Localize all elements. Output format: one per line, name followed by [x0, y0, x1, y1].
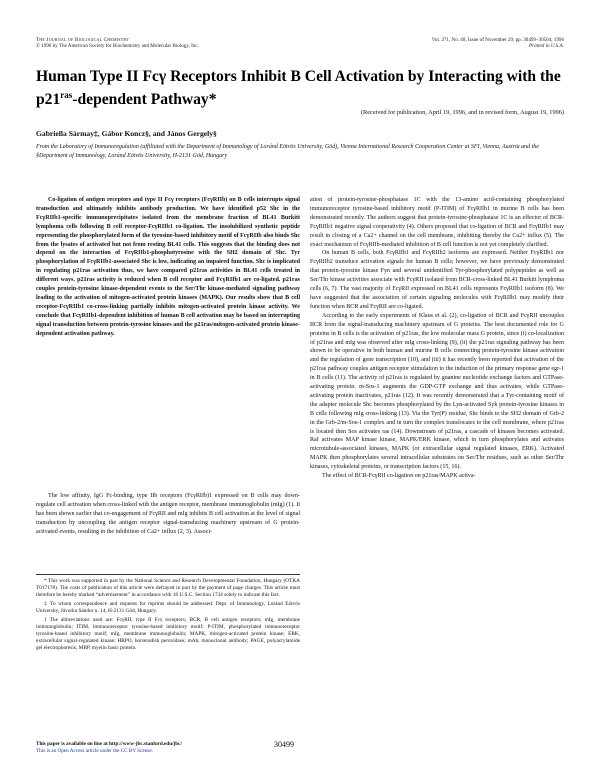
footer-license-note[interactable]: This is an Open Access article under the CC BY license. — [36, 748, 153, 754]
footnotes — [36, 578, 300, 654]
footnote-dagger: ‡ To whom correspondence and requests for reprints should be addressed: Dept. of Immunology, Loránd Eötvös University, Jávorka Sándor u. 14, H-2131 Göd, Hungary. — [36, 601, 300, 614]
page-number: 30499 — [274, 740, 294, 749]
volume-line: Vol. 271, No. 48, Issue of November 29, pp. 30499–30504, 1996 — [431, 37, 564, 43]
journal-name: The Journal of Biological Chemistry — [36, 37, 130, 43]
footnote-star: * This work was supported in part by the National Science and Research Developmental Foundation, Hungary (OTKA T017178). The costs of publication of this article were defrayed in part by the payment of page charges. This article must therefore be hereby marked “advertisement” in accordance with 18 U.S.C. Section 1734 solely to indicate this fact. — [36, 578, 300, 598]
right-column — [310, 196, 564, 481]
copyright-line: © 1996 by The American Society for Biochemistry and Molecular Biology, Inc. — [36, 43, 199, 50]
journal-header — [36, 37, 199, 50]
right-paragraph-1: ation of protein-tyrosine-phosphatase 1C with the 13-amino acid-containing phosphorylated immunoreceptor tyrosine-based inhibitory motif (P-ITIM) of FcγRIIb1 in murine B cells has been demonstrated recently. The authors suggest that protein-tyrosine-phosphatase 1C is an effector of BCR-FcγRIIb1 negative signal cooperativity (4). Others proposed that co-ligation of BCR and FcγRIIb1 may result in closing of a Ca2+ channel on the cell membrane, inhibiting thereby the Ca2+ influx (5). The exact mechanism of FcγRIIb-mediated inhibition of B cell function is not yet completely clarified. — [310, 197, 564, 248]
intro-paragraph: The low affinity, IgG Fc-binding, type IIb receptors (FcγRIIb)1 expressed on B cells may down-regulate cell activation when cross-linked with the antigen receptor, membrane immunoglobulin (mIg) (1). It has been shown earlier that co-engagement of FcγRII and mIg inhibits B cell activation at the level of signal transduction by uncoupling the antigen receptor signal-transducing machinery upstream of G protein-activated events, resulting in the inhibition of Ca2+ influx (2, 3). Associ- — [36, 493, 300, 535]
right-paragraph-2: On human B cells, both FcγRIIb1 and FcγRIIb2 isoforms are expressed. Neither FcγRIIb1 nor FcγRIIb2 transduce activation signals for human B cells; however, we have previously demonstrated that protein-tyrosine kinase Fyn and several unidentified Tyr-phosphorylated polypeptides as well as Ser/Thr kinase activities associate with FcγRII isolated from BCR-cross-linked BL41 Burkitt lymphoma cells (6, 7). The vast majority of FcγRII expressed on BL41 cells represents FcγRIIb1 isoform (8). We have suggested that the association of certain signaling molecules with FcγRIIb1 may modify their function when BCR and FcγRII are co-ligated. — [310, 250, 564, 310]
issue-header — [432, 37, 564, 50]
footnote-abbreviations: 1 The abbreviations used are: FcγRII, type II Fcγ receptors; BCR, B cell antigen receptors; mIg, membrane immunoglobulin; ITIM, immunoreceptor tyrosine-based inhibitory motif; P-ITIM, phosphorylated immunoreceptor tyrosine-based inhibitory motif; mIg, membrane immunoglobulin; MAPK, mitogen-activated protein kinase; ERK, extracellular signal-regulated kinase; HRPO, horseradish peroxidase; mAb, monoclonal antibody; PAGE, polyacrylamide gel electrophoresis; MBP, myelin basic protein. — [36, 617, 300, 651]
printed-line: Printed in U.S.A. — [529, 43, 564, 50]
footnote-rule — [36, 574, 300, 575]
abstract: Co-ligation of antigen receptors and type II Fcγ receptors (FcγRIIb) on B cells interrupts signal transduction and ultimately inhibits antibody production. We have identified p52 Shc in the FcγRIIb1-specific immunoprecipitates isolated from the membrane fraction of BL41 Burkitt lymphoma cells following B cell receptor-FcγRIIb1 co-ligation. The insolubilized synthetic peptide representing the phosphorylated form of the tyrosine-based inhibitory motif of FcγRIIb also binds Shc from the lysates of activated but not from resting BL41 cells. This suggests that the binding does not depend on the interaction of FcγRIIb1-phosphotyrosine with the SH2 domain of Shc. Tyr phosphorylation of FcγRIIb1-associated Shc is low, indicating an impaired function. Shc is implicated in regulating p21ras activation thus, we have compared p21ras activities in BL41 cells treated in different ways. p21ras activity is reduced when B cell receptor and FcγRIIb1 are co-ligated. p21ras couples protein-tyrosine kinase-dependent events to the Ser/Thr kinase-mediated signaling pathway leading to the activation of mitogen-activated protein kinases (MAPK). Our results show that B cell receptor-FcγRIIb1 co-cross-linking partially inhibits mitogen-activated protein kinase activity. We conclude that FcγRIIb1-dependent inhibition of human B cell activation may be based on interrupting signal transduction between protein-tyrosine kinases and the p21ras/mitogen-activated protein kinase-dependent activation pathway. — [36, 197, 300, 337]
affiliation: From the Laboratory of Immunoregulation (affiliated with the Department of Immunology of Loránd Eötvös University, Göd), Vienna International Research Cooperation Center at SFI, Vienna, Austria and the §Department of Immunology, Loránd Eötvös University, H-2131 Göd, Hungary — [36, 144, 539, 159]
right-paragraph-4: The effect of BCR-FcγRII co-ligation on p21ras/MAPK activa- — [322, 473, 476, 480]
author-list: Gabriella Sármay‡, Gábor Koncz§, and János Gergely§ — [36, 129, 217, 138]
received-dates: (Received for publication, April 19, 1996, and in revised form, August 19, 1996) — [360, 109, 564, 116]
article-title: Human Type II Fcγ Receptors Inhibit B Cell Activation by Interacting with the $p21^{ras}$-dependent Pathway* — [36, 68, 561, 109]
footer-online-note[interactable]: This paper is available on line at http://www-jbc.stanford.edu/jbc/ — [36, 741, 182, 747]
right-paragraph-3: According to the early experiments of Klaus et al. (2), co-ligation of BCR and FcγRII uncouples BCR from the signal-transducing machinery upstream of G proteins. The best documented role for G proteins in B cells is the activation of p21ras, the low molecular mass G protein, since (i) co-localization of p21ras and mIg was observed after mIg cross-linking (9), (ii) the p21ras signaling pathway has been shown to be operative in both human and murine B cells connecting protein-tyrosine kinase activation and the regulation of gene transcription (10), and (iii) it has recently been reported that activation of the p21ras pathway couples antigen receptor stimulation to the induction of the primary response gene egr-1 in B cells (11). The activity of p21ras is regulated by guanine nucleotide exchange factors and GTPase-activating protein. m-Sos-1 augments the GDP-GTP exchange and thus activates, while GTPase-activating protein inactivates, p21ras (12). It was recently demonstrated that a Tyr-containing motif of the adapter molecule Shc becomes phosphorylated by the Lyn-activated Syk protein-tyrosine kinases in B cells following mIg cross-linking (13). Via the Tyr(P) residue, Shc binds to the SH2 domain of Grb-2 in the Grb-2/m-Sos-1 complex and in turn the complex translocates to the cell membrane, where p21ras is located then Sos activates ras (14). Downstream of p21ras, a cascade of kinases becomes activated. Raf activates MAP kinase kinase, MAPK/ERK kinase, which in turn phosphorylates and activates microtubule-associated kinases, MAPK (or extracellular signal regulated kinases, ERK). Activated MAPK then phosphorylates several intracellular substrates on Ser/Thr residues, such as other Ser/Thr kinases, cytoskeletal proteins, or transcription factors (15, 16). — [310, 312, 564, 471]
page-footer — [36, 741, 564, 755]
